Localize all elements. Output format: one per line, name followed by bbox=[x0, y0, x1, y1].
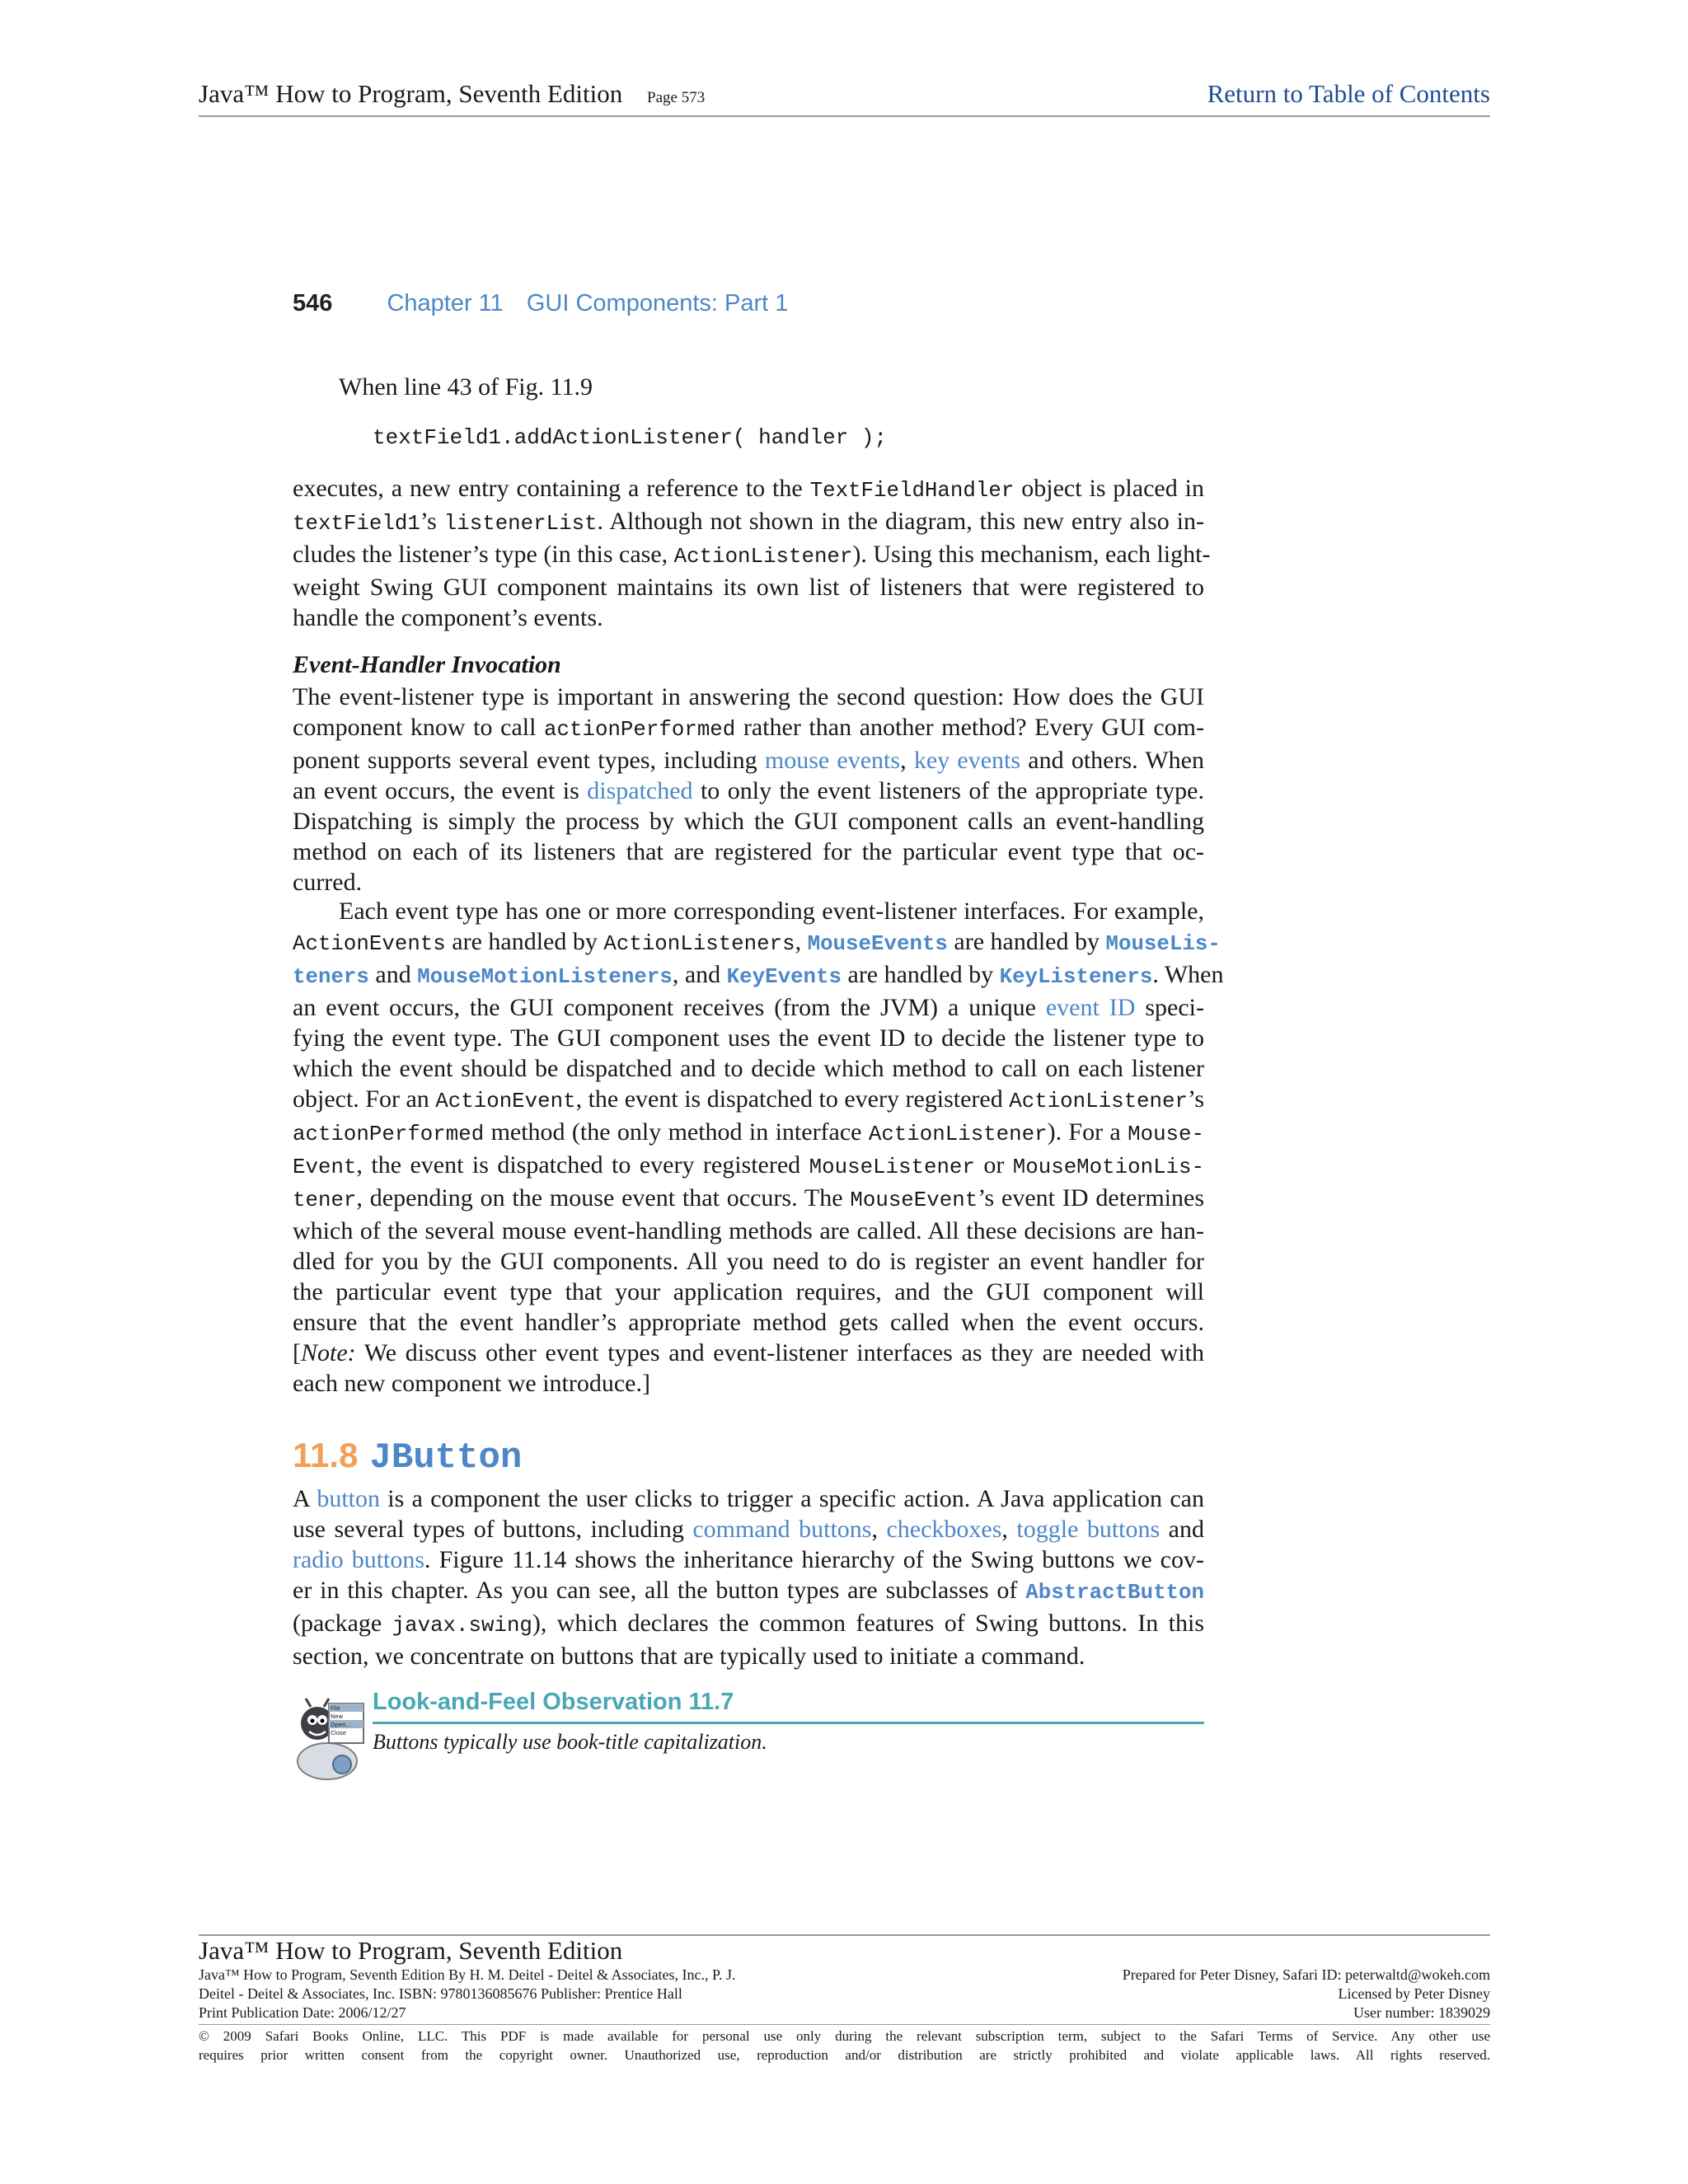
chapter-title: GUI Components: Part 1 bbox=[526, 290, 789, 316]
paragraph-listener-interfaces bbox=[293, 896, 1224, 1399]
keyword-abstract-button: AbstractButton bbox=[1025, 1581, 1204, 1605]
footer-line: Java™ How to Program, Seventh Edition By H. M. Deitel - Deitel & Associates, Inc., P. J. bbox=[199, 1966, 736, 1983]
text-line: executes, a new entry containing a reference to the TextFieldHandler object is placed in bbox=[293, 475, 1204, 503]
text-line: handle the component’s events. bbox=[293, 604, 603, 631]
icon-menu-label: Open... bbox=[331, 1722, 352, 1728]
footer-line: requires prior written consent from the copyright owner. Unauthorized use, reproduction and/or distribution are strictly prohibited and violate applicable laws. All rights reserved. bbox=[199, 2047, 1490, 2063]
footer-book-title: Java™ How to Program, Seventh Edition bbox=[199, 1936, 623, 1965]
text-line: Each event type has one or more corresponding event-listener interfaces. For example, bbox=[339, 898, 1204, 925]
section-title: JButton bbox=[369, 1437, 523, 1479]
text-line: ponent supports several event types, including mouse events, key events and others. When bbox=[293, 747, 1204, 774]
return-to-toc-link[interactable]: Return to Table of Contents bbox=[1207, 79, 1490, 108]
text-line: method on each of its listeners that are registered for the particular event type that oc- bbox=[293, 838, 1204, 865]
text-line: ensure that the event handler’s appropriate method gets called when the event occurs. bbox=[293, 1309, 1204, 1336]
section-heading bbox=[293, 1436, 522, 1479]
text-line: tener, depending on the mouse event that occurs. The MouseEvent’s event ID determines bbox=[293, 1184, 1204, 1212]
keyword-radio-buttons: radio buttons bbox=[293, 1546, 425, 1573]
paragraph-listener-list bbox=[293, 473, 1211, 633]
text-line: fying the event type. The GUI component uses the event ID to decide the listener type to bbox=[293, 1024, 1204, 1052]
text-line: The event-listener type is important in answering the second question: How does the GUI bbox=[293, 683, 1204, 710]
text-line: component know to call actionPerformed rather than another method? Every GUI com- bbox=[293, 714, 1204, 742]
keyword-checkboxes: checkboxes bbox=[886, 1516, 1002, 1543]
keyword-event-id: event ID bbox=[1045, 994, 1136, 1021]
text-line: teners and MouseMotionListeners, and KeyEvents are handled by KeyListeners. When bbox=[293, 961, 1224, 989]
text-line: weight Swing GUI component maintains its own list of listeners that were registered to bbox=[293, 574, 1204, 601]
text-line: (package javax.swing), which declares the common features of Swing buttons. In this bbox=[293, 1610, 1204, 1638]
observation-title: Look-and-Feel Observation 11.7 bbox=[373, 1689, 734, 1715]
text-line: ActionEvents are handled by ActionListeners, MouseEvents are handled by MouseLis- bbox=[293, 928, 1221, 956]
icon-menu-label: File bbox=[331, 1705, 340, 1712]
text-line: object. For an ActionEvent, the event is dispatched to every registered ActionListener’s bbox=[293, 1085, 1204, 1113]
text-line: each new component we introduce.] bbox=[293, 1370, 650, 1397]
keyword-button: button bbox=[316, 1485, 380, 1512]
keyword-command-buttons: command buttons bbox=[692, 1516, 872, 1543]
section-number: 11.8 bbox=[293, 1436, 359, 1474]
footer-line: User number: 1839029 bbox=[1353, 2004, 1490, 2021]
header-book-title: Java™ How to Program, Seventh Edition Page 573 bbox=[199, 79, 706, 108]
chapter-label: Chapter 11 bbox=[387, 290, 504, 316]
body-intro: When line 43 of Fig. 11.9 bbox=[339, 373, 593, 401]
page-number: 546 bbox=[293, 290, 333, 316]
code-line: textField1.addActionListener( handler ); bbox=[373, 425, 888, 450]
footer-license-info bbox=[1123, 1966, 1490, 2022]
header-rule bbox=[199, 115, 1490, 117]
text-line: the particular event type that your application requires, and the GUI component will bbox=[293, 1278, 1204, 1305]
paragraph-event-types bbox=[293, 682, 1204, 898]
footer-line: Licensed by Peter Disney bbox=[1338, 1985, 1490, 2002]
text-line: use several types of buttons, including command buttons, checkboxes, toggle buttons and bbox=[293, 1516, 1205, 1543]
text-line: cludes the listener’s type (in this case, ActionListener). Using this mechanism, each light- bbox=[293, 541, 1211, 569]
footer-publication-info bbox=[199, 1966, 736, 2022]
text-line: A button is a component the user clicks to trigger a specific action. A Java application can bbox=[293, 1485, 1204, 1512]
text-line: an event occurs, the GUI component receives (from the JVM) a unique event ID speci- bbox=[293, 994, 1204, 1021]
text-line: actionPerformed method (the only method in interface ActionListener). For a Mouse- bbox=[293, 1118, 1204, 1146]
footer-bottom-rule bbox=[199, 2024, 1490, 2025]
footer-line: © 2009 Safari Books Online, LLC. This PDF is made available for personal use only during the relevant subscription term, subject to the Safari Terms of Service. Any other use bbox=[199, 2028, 1490, 2044]
footer-line: Print Publication Date: 2006/12/27 bbox=[199, 2004, 406, 2021]
footer-line: Prepared for Peter Disney, Safari ID: peterwaltd@wokeh.com bbox=[1122, 1966, 1490, 1983]
footer-line: Deitel - Deitel & Associates, Inc. ISBN: 9780136085676 Publisher: Prentice Hall bbox=[199, 1985, 682, 2002]
observation-icon bbox=[293, 1695, 367, 1783]
icon-menu-label: Close bbox=[331, 1730, 347, 1736]
text-line: which of the several mouse event-handling methods are called. All these decisions are han- bbox=[293, 1217, 1204, 1244]
keyword-mouse-events: mouse events bbox=[764, 747, 901, 774]
footer-copyright bbox=[199, 2027, 1490, 2064]
text-line: section, we concentrate on buttons that are typically used to initiate a command. bbox=[293, 1643, 1085, 1670]
text-line: which the event should be dispatched and to decide which method to call on each listener bbox=[293, 1055, 1204, 1082]
text-line: er in this chapter. As you can see, all the button types are subclasses of AbstractButton bbox=[293, 1577, 1204, 1605]
text-line: an event occurs, the event is dispatched to only the event listeners of the appropriate type. bbox=[293, 777, 1205, 804]
icon-menu-label: New bbox=[331, 1713, 344, 1720]
text-line: dled for you by the GUI components. All you need to do is register an event handler for bbox=[293, 1248, 1204, 1275]
look-and-feel-observation bbox=[293, 1685, 1204, 1788]
text-line: Dispatching is simply the process by which the GUI component calls an event-handling bbox=[293, 808, 1204, 835]
text-line: textField1’s listenerList. Although not shown in the diagram, this new entry also in- bbox=[293, 508, 1205, 536]
text-line: curred. bbox=[293, 869, 363, 896]
text-line: [Note: We discuss other event types and event-listener interfaces as they are needed with bbox=[293, 1339, 1204, 1366]
observation-rule bbox=[373, 1722, 1204, 1724]
keyword-key-events: key events bbox=[913, 747, 1021, 774]
subheading-event-handler-invocation: Event-Handler Invocation bbox=[293, 651, 561, 678]
running-head bbox=[293, 290, 788, 317]
observation-text: Buttons typically use book-title capitalization. bbox=[373, 1730, 767, 1754]
paragraph-jbutton bbox=[293, 1483, 1204, 1671]
keyword-dispatched: dispatched bbox=[587, 777, 693, 804]
keyword-toggle-buttons: toggle buttons bbox=[1016, 1516, 1160, 1543]
text-line: radio buttons. Figure 11.14 shows the inheritance hierarchy of the Swing buttons we cov- bbox=[293, 1546, 1204, 1573]
text-line: Event, the event is dispatched to every registered MouseListener or MouseMotionLis- bbox=[293, 1151, 1204, 1179]
header-page-label: Page 573 bbox=[647, 89, 706, 106]
